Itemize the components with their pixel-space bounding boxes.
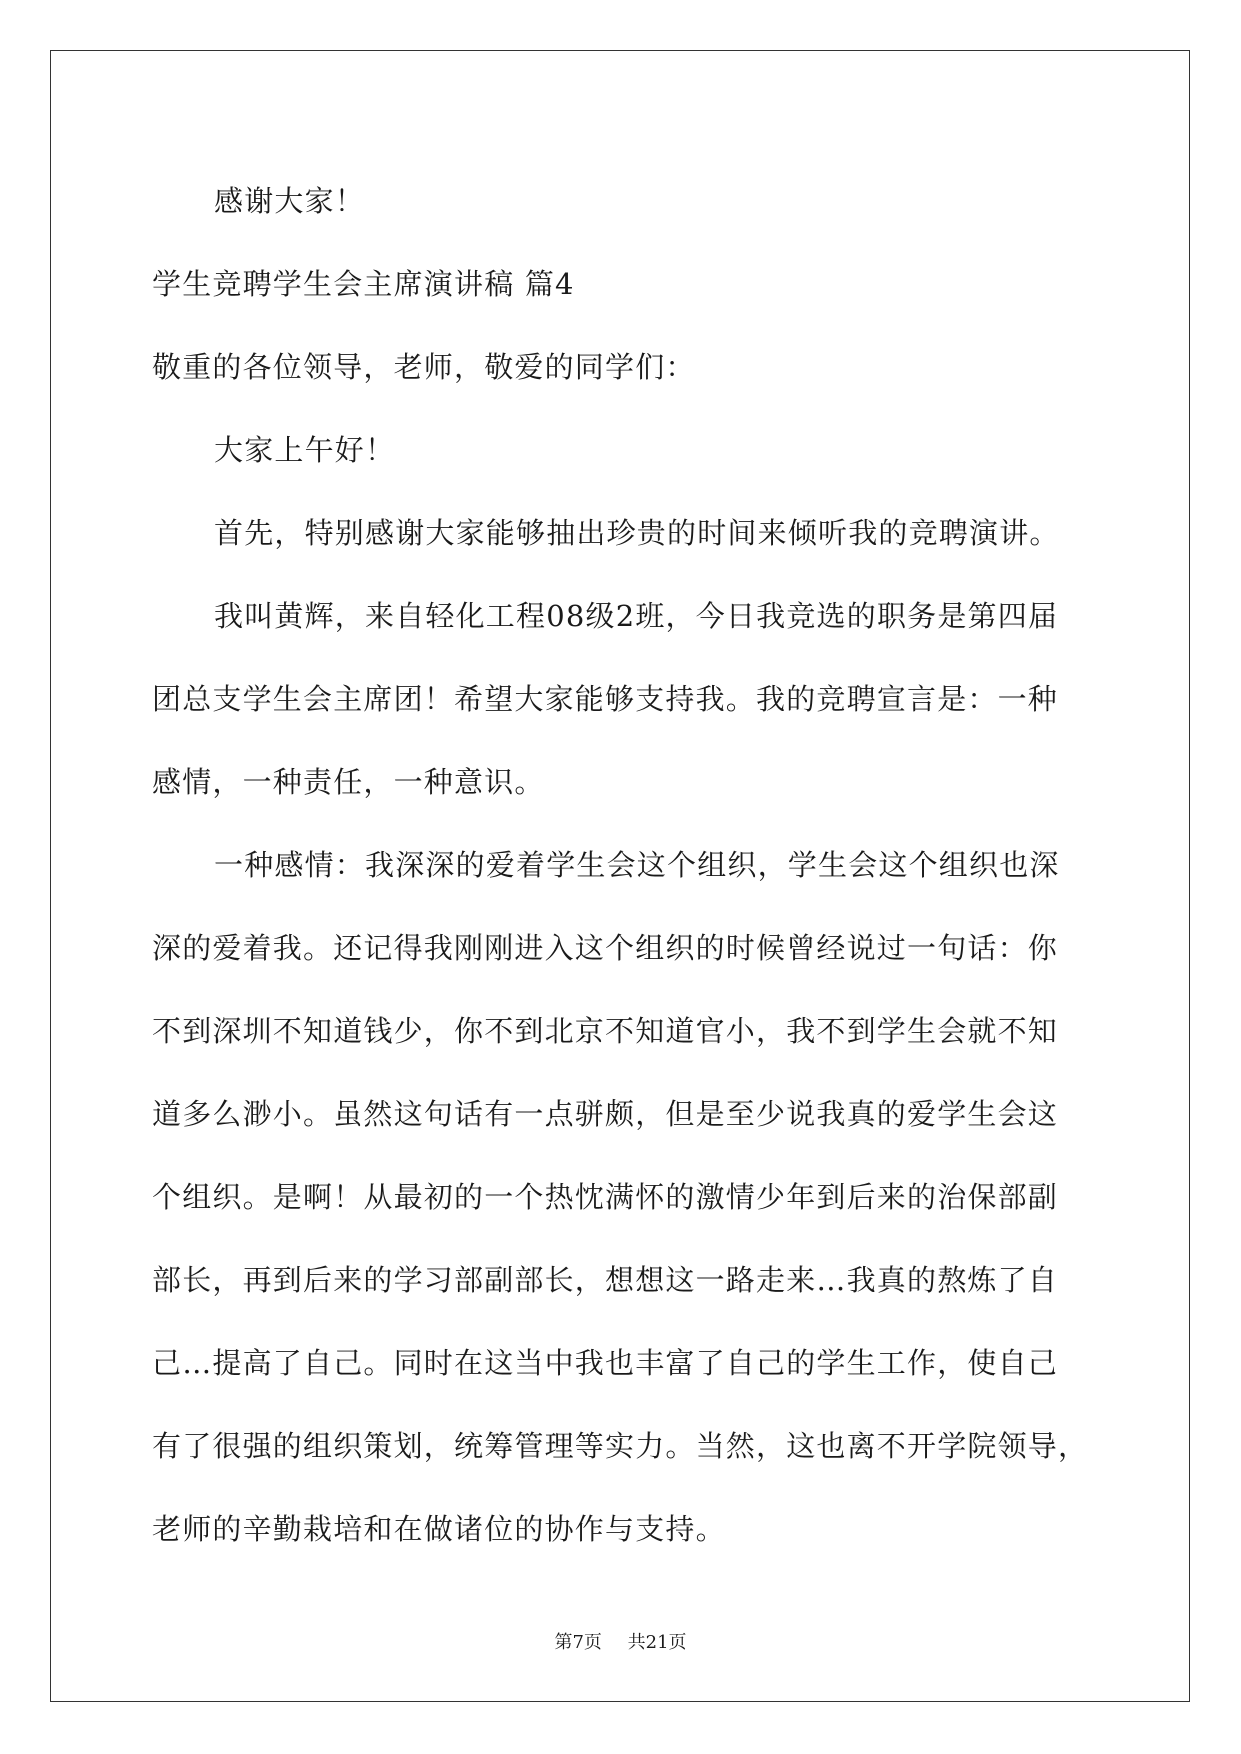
text-line: 己…提高了自己。同时在这当中我也丰富了自己的学生工作，使自己 [152,1346,1059,1380]
page-footer [0,1628,1241,1654]
document-body [152,160,1092,1571]
salutation: 敬重的各位领导，老师，敬爱的同学们： [152,350,696,384]
text-line: 感情，一种责任，一种意识。 [152,765,545,799]
text-line: 有了很强的组织策划，统筹管理等实力。当然，这也离不开学院领导， [152,1429,1089,1463]
text-line: 首先，特别感谢大家能够抽出珍贵的时间来倾听我的竞聘演讲。 [214,516,1060,550]
text-line: 我叫黄辉，来自轻化工程08级2班，今日我竞选的职务是第四届 [214,599,1059,633]
text-line: 感谢大家！ [214,184,366,218]
page-total: 共21页 [627,1632,687,1653]
text-line: 道多么渺小。虽然这句话有一点骈颇，但是至少说我真的爱学生会这 [152,1097,1059,1131]
text-line: 深的爱着我。还记得我刚刚进入这个组织的时候曾经说过一句话：你 [152,931,1059,965]
page-number: 第7页 [554,1632,602,1653]
text-line: 部长，再到后来的学习部副部长，想想这一路走来…我真的熬炼了自 [152,1263,1059,1297]
text-line: 老师的辛勤栽培和在做诸位的协作与支持。 [152,1512,726,1546]
text-line: 个组织。是啊！从最初的一个热忱满怀的激情少年到后来的治保部副 [152,1180,1059,1214]
section-heading: 学生竞聘学生会主席演讲稿 篇4 [152,267,575,301]
text-line: 团总支学生会主席团！希望大家能够支持我。我的竞聘宣言是：一种 [152,682,1059,716]
text-line: 不到深圳不知道钱少，你不到北京不知道官小，我不到学生会就不知 [152,1014,1059,1048]
text-line: 大家上午好！ [214,433,396,467]
text-line: 一种感情：我深深的爱着学生会这个组织，学生会这个组织也深 [214,848,1060,882]
